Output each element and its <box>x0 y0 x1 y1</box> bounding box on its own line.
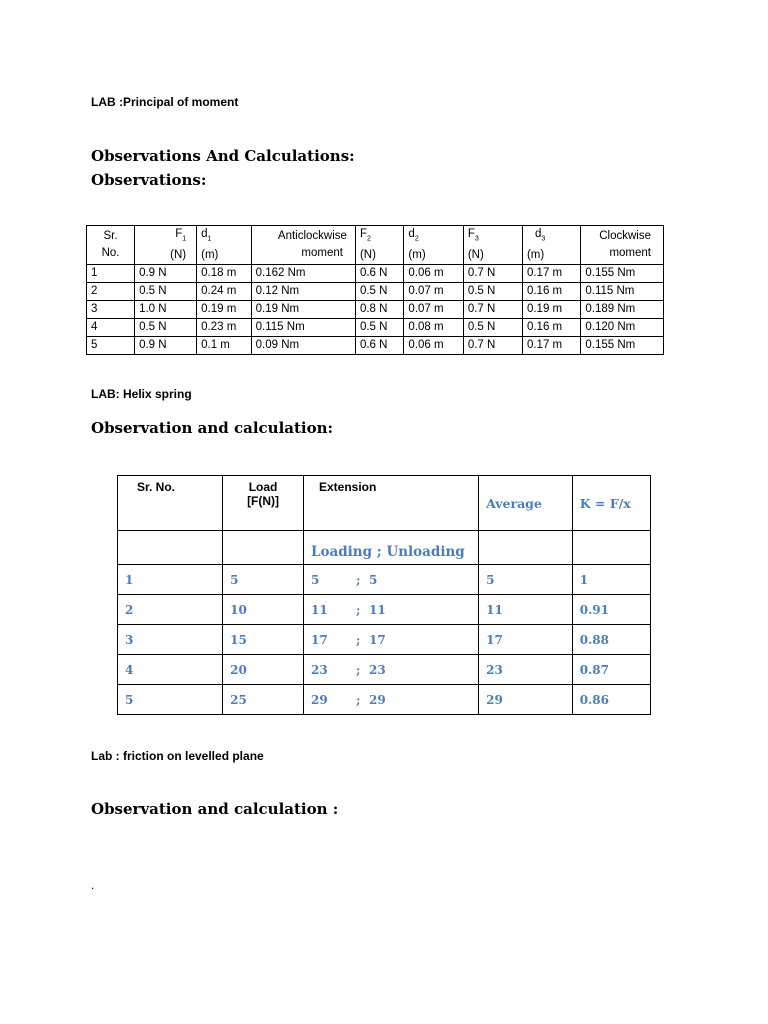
extension-loading: 23 <box>311 662 328 677</box>
table-cell: 0.6 N <box>355 337 403 355</box>
extension-unloading: 29 <box>369 692 386 707</box>
header-text: (N) <box>359 249 376 262</box>
lab-title-friction: Lab : friction on levelled plane <box>91 749 264 763</box>
table-cell: 0.87 <box>572 655 650 685</box>
table-cell: 0.115 Nm <box>251 319 355 337</box>
table-cell: 0.115 Nm <box>581 283 664 301</box>
table-row <box>118 595 651 625</box>
table-cell: 11 <box>479 595 573 625</box>
table-cell: 1.0 N <box>135 301 197 319</box>
table-cell: 25 <box>223 685 304 715</box>
lab-title-moment: LAB :Principal of moment <box>91 95 239 109</box>
moment-table <box>86 225 664 355</box>
table-row <box>87 265 664 283</box>
header-f3 <box>463 226 522 265</box>
extension-separator: ; <box>356 602 361 617</box>
header-text: moment <box>609 247 651 260</box>
table-cell: 0.9 N <box>135 265 197 283</box>
header-text: (N) <box>467 249 484 262</box>
header-text: (m) <box>201 249 219 262</box>
header-subscript: 3 <box>474 235 479 243</box>
table-cell: 0.162 Nm <box>251 265 355 283</box>
table-cell: 17 <box>479 625 573 655</box>
table-cell: 0.07 m <box>404 301 463 319</box>
extension-unloading: 5 <box>369 572 378 587</box>
spring-table <box>117 475 651 715</box>
extension-loading: 29 <box>311 692 328 707</box>
extension-unloading: 17 <box>369 632 386 647</box>
table-cell: 0.12 Nm <box>251 283 355 301</box>
table-row <box>118 565 651 595</box>
table-cell: 1 <box>118 565 223 595</box>
extension-cell <box>304 625 479 655</box>
header-d3 <box>522 226 580 265</box>
table-header-row <box>87 226 664 265</box>
table-cell: 0.120 Nm <box>581 319 664 337</box>
table-cell: 0.09 Nm <box>251 337 355 355</box>
trailing-dot: . <box>91 878 95 892</box>
header-text: Anticlockwise <box>277 230 347 243</box>
table-cell: 0.07 m <box>404 283 463 301</box>
header-text: [F(N)] <box>247 494 280 508</box>
table-cell: 3 <box>87 301 135 319</box>
table-cell: 0.19 m <box>197 301 252 319</box>
table-cell: 0.16 m <box>522 319 580 337</box>
table-cell: 29 <box>479 685 573 715</box>
header-f2 <box>355 226 403 265</box>
extension-loading: 11 <box>311 602 328 617</box>
table-cell: 10 <box>223 595 304 625</box>
table-cell: 0.9 N <box>135 337 197 355</box>
table-cell: 4 <box>87 319 135 337</box>
table-cell: 5 <box>479 565 573 595</box>
table-row <box>87 301 664 319</box>
header-subscript: 3 <box>541 235 546 243</box>
extension-separator: ; <box>356 572 361 587</box>
observations-calculations-heading: Observations And Calculations: <box>91 147 355 165</box>
header-extension: Extension <box>304 476 479 531</box>
table-cell: 0.91 <box>572 595 650 625</box>
header-text: F <box>359 228 367 240</box>
header-text: Clockwise <box>599 230 651 243</box>
table-cell: 5 <box>118 685 223 715</box>
empty-cell <box>479 531 573 565</box>
table-cell: 0.5 N <box>463 283 522 301</box>
table-cell: 23 <box>479 655 573 685</box>
moment-table-body <box>87 265 664 355</box>
table-cell: 0.5 N <box>135 283 197 301</box>
extension-separator: ; <box>356 632 361 647</box>
table-cell: 20 <box>223 655 304 685</box>
table-cell: 0.08 m <box>404 319 463 337</box>
table-cell: 0.23 m <box>197 319 252 337</box>
table-cell: 0.18 m <box>197 265 252 283</box>
observations-heading: Observations: <box>91 171 207 189</box>
header-anticlockwise <box>251 226 355 265</box>
header-text: F <box>467 228 475 240</box>
table-cell: 0.7 N <box>463 337 522 355</box>
table-cell: 0.24 m <box>197 283 252 301</box>
table-cell: 0.17 m <box>522 265 580 283</box>
table-row <box>118 655 651 685</box>
table-cell: 2 <box>118 595 223 625</box>
header-text: Load <box>248 480 278 494</box>
extension-cell <box>304 565 479 595</box>
table-cell: 0.5 N <box>463 319 522 337</box>
table-cell: 0.5 N <box>355 283 403 301</box>
header-subscript: 2 <box>414 235 419 243</box>
table-cell: 0.7 N <box>463 265 522 283</box>
table-row <box>118 625 651 655</box>
header-clockwise <box>581 226 664 265</box>
table-cell: 0.16 m <box>522 283 580 301</box>
table-cell: 0.88 <box>572 625 650 655</box>
empty-cell <box>572 531 650 565</box>
spring-table-body <box>118 565 651 715</box>
table-cell: 5 <box>87 337 135 355</box>
helix-heading: Observation and calculation: <box>91 419 334 437</box>
header-average: Average <box>479 476 573 531</box>
header-sr-no: Sr. No. <box>118 476 223 531</box>
header-subscript: 2 <box>366 235 371 243</box>
extension-unloading: 11 <box>369 602 386 617</box>
header-sr <box>87 226 135 265</box>
table-cell: 0.1 m <box>197 337 252 355</box>
header-text: d <box>408 228 415 240</box>
header-text: (m) <box>408 249 426 262</box>
empty-cell <box>118 531 223 565</box>
extension-separator: ; <box>356 692 361 707</box>
table-cell: 4 <box>118 655 223 685</box>
extension-separator: ; <box>356 662 361 677</box>
header-text: (N) <box>170 249 187 262</box>
header-text: No. <box>101 247 120 260</box>
table-cell: 0.06 m <box>404 337 463 355</box>
header-text: Sr. <box>103 230 118 243</box>
table-header-row <box>118 476 651 531</box>
header-load <box>223 476 304 531</box>
extension-unloading: 23 <box>369 662 386 677</box>
extension-cell <box>304 595 479 625</box>
table-cell: 0.7 N <box>463 301 522 319</box>
table-cell: 5 <box>223 565 304 595</box>
table-cell: 1 <box>572 565 650 595</box>
table-cell: 0.5 N <box>355 319 403 337</box>
table-cell: 0.86 <box>572 685 650 715</box>
table-cell: 0.155 Nm <box>581 337 664 355</box>
header-d1 <box>197 226 252 265</box>
table-cell: 0.5 N <box>135 319 197 337</box>
lab-title-helix: LAB: Helix spring <box>91 387 192 401</box>
header-text: d <box>534 228 542 240</box>
table-cell: 3 <box>118 625 223 655</box>
header-subscript: 1 <box>207 235 212 243</box>
header-text: F <box>175 228 183 240</box>
header-subscript: 1 <box>182 235 187 243</box>
table-cell: 0.8 N <box>355 301 403 319</box>
table-cell: 1 <box>87 265 135 283</box>
friction-heading: Observation and calculation : <box>91 800 339 818</box>
table-cell: 0.19 m <box>522 301 580 319</box>
table-row <box>87 283 664 301</box>
extension-cell <box>304 685 479 715</box>
extension-loading: 17 <box>311 632 328 647</box>
table-row <box>87 319 664 337</box>
header-k: K = F/x <box>572 476 650 531</box>
table-row <box>118 685 651 715</box>
header-text: d <box>201 228 208 240</box>
table-cell: 0.19 Nm <box>251 301 355 319</box>
table-row <box>87 337 664 355</box>
extension-loading: 5 <box>311 572 320 587</box>
table-cell: 0.06 m <box>404 265 463 283</box>
empty-cell <box>223 531 304 565</box>
table-cell: 0.189 Nm <box>581 301 664 319</box>
header-loading-unloading: Loading ; Unloading <box>304 531 479 565</box>
header-f1 <box>135 226 197 265</box>
table-cell: 0.6 N <box>355 265 403 283</box>
header-text: moment <box>301 247 343 260</box>
header-text: (m) <box>526 249 545 262</box>
header-d2 <box>404 226 463 265</box>
table-cell: 0.17 m <box>522 337 580 355</box>
table-cell: 15 <box>223 625 304 655</box>
table-cell: 2 <box>87 283 135 301</box>
table-cell: 0.155 Nm <box>581 265 664 283</box>
extension-cell <box>304 655 479 685</box>
table-subheader-row <box>118 531 651 565</box>
